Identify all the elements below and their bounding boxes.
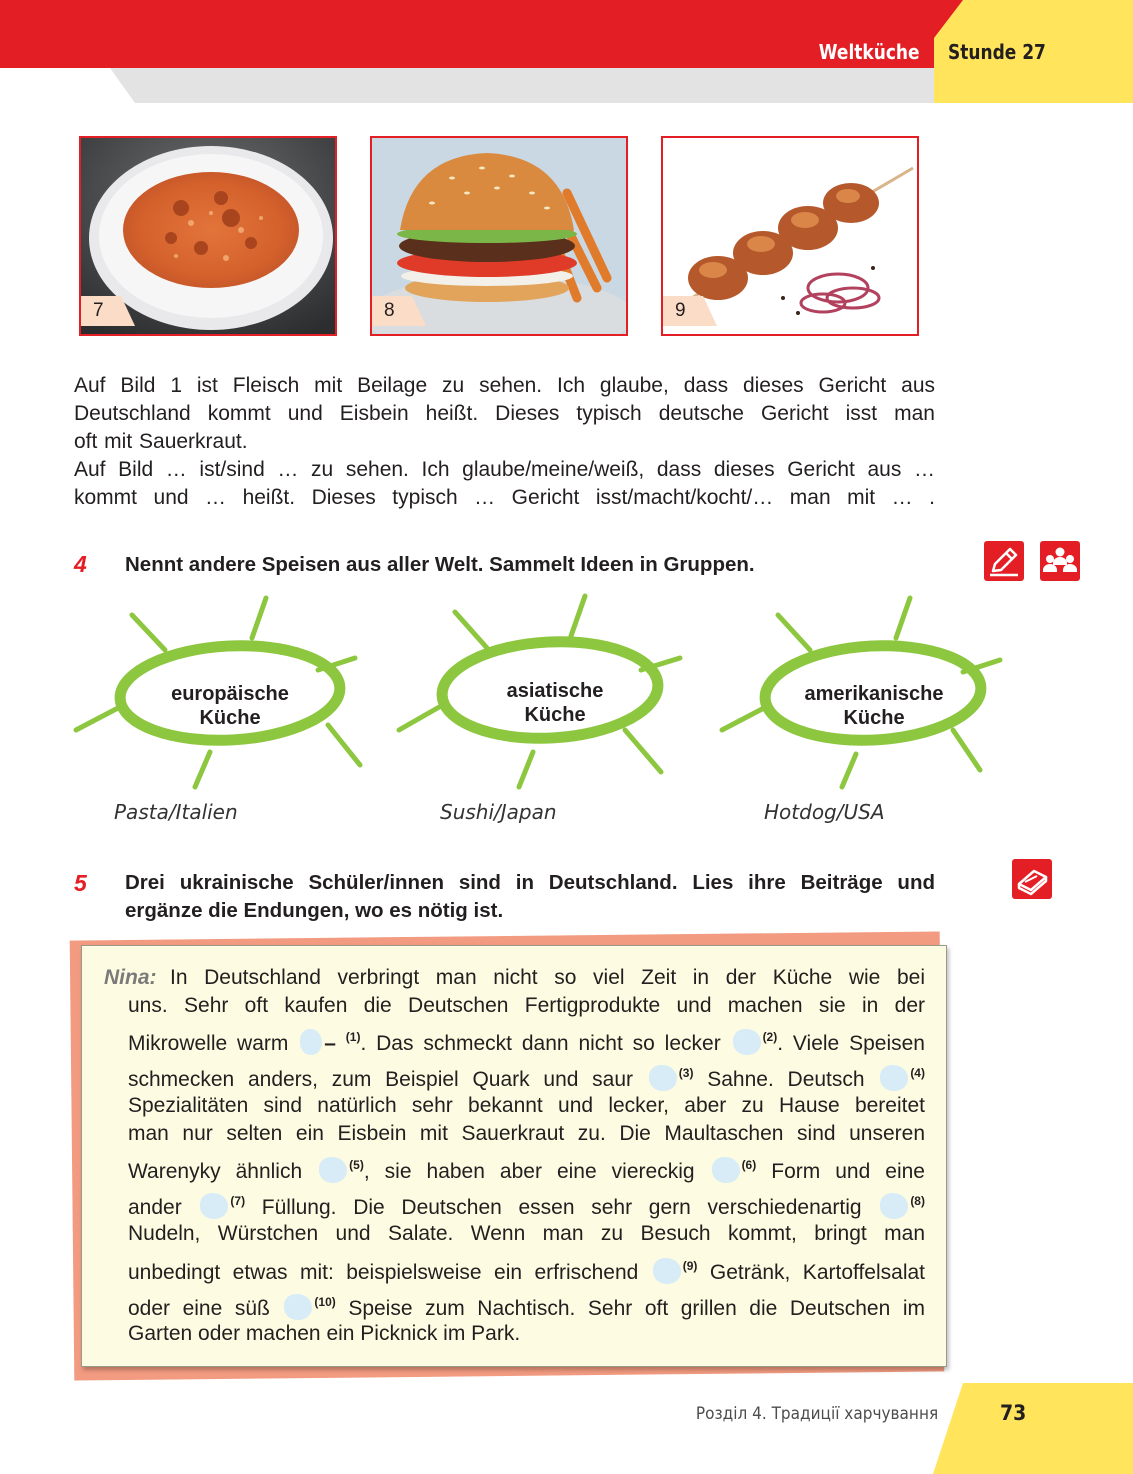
blank-gap[interactable]: [712, 1157, 740, 1183]
photo-number: 9: [675, 300, 686, 321]
page-number: 73: [1000, 1401, 1027, 1425]
blank-gap[interactable]: [880, 1193, 908, 1219]
text-line: Spezialitäten sind natürlich sehr bekannt und lecker, aber zu Hause bereitet: [128, 1094, 925, 1117]
group-icon: [1040, 541, 1080, 581]
pencil-icon: [984, 541, 1024, 581]
blank-gap[interactable]: [300, 1029, 322, 1055]
blank-gap[interactable]: [200, 1193, 228, 1219]
example-text-line: Deutschland kommt und Eisbein heißt. Dieses typisch deutsche Gericht isst man: [74, 402, 935, 425]
cluster-label-line: europäische: [171, 683, 289, 705]
chapter-title: Розділ 4. Традиції харчування: [695, 1404, 938, 1424]
blank-gap[interactable]: [733, 1029, 761, 1055]
example-text-line: oft mit Sauerkraut.: [74, 430, 248, 453]
text-line: oder eine süß $^{(10)}$ Speise zum Nachtisch. Sehr oft grillen die Deutschen im: [128, 1295, 925, 1320]
photo-number: 8: [384, 300, 395, 321]
text-line: ander $^{(7)}$ Füllung. Die Deutschen essen sehr gern verschiedenartig $^{(8)}$: [128, 1194, 925, 1219]
example-text-line: kommt und … heißt. Dieses typisch … Gericht isst/macht/kocht/… man mit … .: [74, 486, 935, 509]
text-line: uns. Sehr oft kaufen die Deutschen Fertigprodukte und machen sie in der: [128, 994, 925, 1017]
cluster-example: Pasta/Italien: [114, 800, 238, 824]
photo-hamburger: [370, 136, 628, 336]
cluster-label-line: amerikanische: [804, 683, 944, 705]
cluster-label: [150, 682, 310, 730]
blank-gap[interactable]: [880, 1065, 908, 1091]
task-number: 4: [74, 551, 87, 577]
cluster-label: [475, 679, 635, 727]
blank-gap[interactable]: [653, 1258, 681, 1284]
task-instruction: ergänze die Endungen, wo es nötig ist.: [125, 899, 504, 922]
text-line: Garten oder machen ein Picknick im Park.: [128, 1322, 521, 1345]
cluster-example: Hotdog/USA: [764, 800, 885, 824]
text-line: In Deutschland verbringt man nicht so viel Zeit in der Küche wie bei: [170, 966, 925, 989]
photo-plov: [79, 136, 337, 336]
example-text-line: Auf Bild … ist/sind … zu sehen. Ich glaube/meine/weiß, dass dieses Gericht aus …: [74, 458, 935, 481]
task-number: 5: [74, 870, 87, 896]
cluster-label-line: asiatische: [506, 680, 604, 702]
photo-number: 7: [93, 300, 104, 321]
footer-band: [933, 1383, 1133, 1474]
blank-gap[interactable]: [649, 1065, 677, 1091]
text-line: Warenyky ähnlich $^{(5)}$, sie haben aber eine viereckig $^{(6)}$ Form und eine: [128, 1158, 925, 1183]
text-line: unbedingt etwas mit: beispielsweise ein erfrischend $^{(9)}$ Getränk, Kartoffelsalat: [128, 1259, 925, 1284]
text-line: man nur selten ein Eisbein mit Sauerkraut zu. Die Maultaschen sind unseren: [128, 1122, 925, 1145]
photo-shashlik: [661, 136, 919, 336]
blank-gap[interactable]: [284, 1294, 312, 1320]
cluster-example: Sushi/Japan: [440, 800, 557, 824]
book-icon: [1012, 859, 1052, 899]
example-text-line: Auf Bild 1 ist Fleisch mit Beilage zu sehen. Ich glaube, dass dieses Gericht aus: [74, 374, 935, 397]
text-line: Nudeln, Würstchen und Salate. Wenn man zu Besuch kommt, bringt man: [128, 1222, 925, 1245]
text-line: Mikrowelle warm – $^{(1)}$. Das schmeckt dann nicht so lecker $^{(2)}$. Viele Speisen: [128, 1030, 925, 1055]
cluster-label: [795, 682, 953, 730]
task-instruction: Nennt andere Speisen aus aller Welt. Sammelt Ideen in Gruppen.: [125, 553, 755, 576]
cluster-label-line: Küche: [843, 707, 905, 729]
cluster-label-line: Küche: [524, 704, 586, 726]
topic-title: Weltküche: [819, 40, 920, 64]
lesson-label: Stunde 27: [948, 40, 1046, 64]
text-line: schmecken anders, zum Beispiel Quark und saur $^{(3)}$ Sahne. Deutsch $^{(4)}$: [128, 1066, 925, 1091]
cluster-label-line: Küche: [199, 707, 261, 729]
speaker-label: Nina:: [104, 966, 157, 989]
task-instruction: Drei ukrainische Schüler/innen sind in Deutschland. Lies ihre Beiträge und: [125, 871, 935, 894]
blank-gap[interactable]: [319, 1157, 347, 1183]
